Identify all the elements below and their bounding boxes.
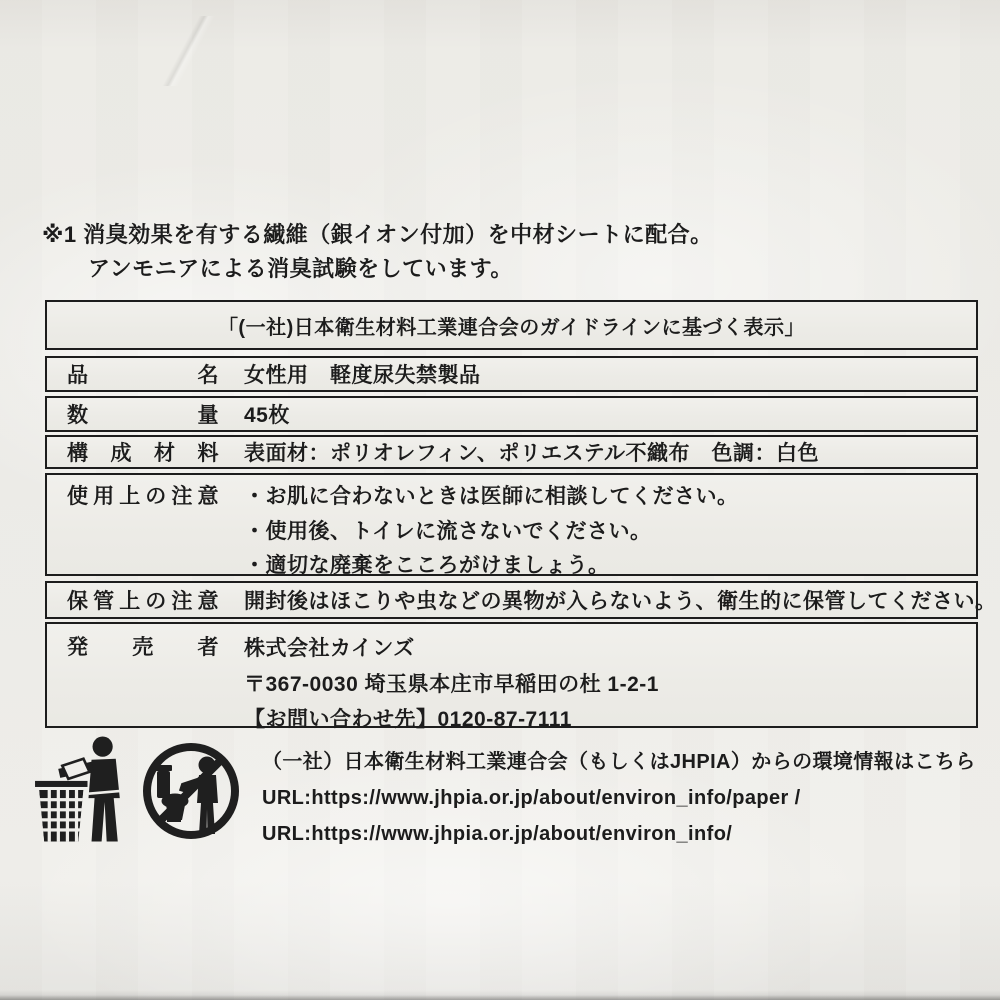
usage-caution-list <box>244 480 739 584</box>
seller-address: 〒367-0030 埼玉県本庄市早稲田の杜 1-2-1 <box>244 672 659 696</box>
package-wrinkle <box>138 16 234 86</box>
footnote-line-1: ※1 消臭効果を有する繊維（銀イオン付加）を中材シートに配合。 <box>42 222 713 247</box>
row-label-usage-cautions: 使用上の注意 <box>67 485 219 508</box>
row-value-materials: 表面材：ポリオレフィン、ポリエステル不織布 色調：白色 <box>244 442 820 465</box>
table-row-seller <box>45 622 978 731</box>
usage-caution-item: ・使用後、トイレに流さないでください。 <box>244 519 652 543</box>
table-title-row <box>45 300 978 350</box>
do-not-flush-icon <box>141 741 241 841</box>
table-row-storage-caution <box>45 581 997 619</box>
row-label-materials: 構成材料 <box>67 442 219 465</box>
row-value-quantity: 45枚 <box>244 404 290 427</box>
table-row-product-name <box>45 356 978 392</box>
environment-url-general: URL:https://www.jhpia.or.jp/about/environ_info/ <box>262 823 733 845</box>
row-label-product-name: 品名 <box>67 364 219 387</box>
row-label-storage-caution: 保管上の注意 <box>67 590 219 613</box>
jhpia-guideline-table <box>45 300 997 731</box>
footnote-line-2: アンモニアによる消臭試験をしています。 <box>88 256 513 281</box>
seller-contact-phone: 【お問い合わせ先】0120-87-7111 <box>244 708 572 731</box>
environment-info-line: （一社）日本衛生材料工業連合会（もしくはJHPIA）からの環境情報はこちら <box>262 751 976 773</box>
usage-caution-item: ・お肌に合わないときは医師に相談してください。 <box>244 485 739 508</box>
row-value-storage-caution: 開封後はほこりや虫などの異物が入らないよう、衛生的に保管してください。 <box>244 590 997 613</box>
row-label-seller: 発売者 <box>67 636 219 659</box>
usage-caution-item: ・適切な廃棄をこころがけましょう。 <box>244 554 610 577</box>
seller-details <box>244 631 659 738</box>
dispose-in-bin-icon <box>31 735 145 845</box>
environment-info <box>262 744 976 852</box>
row-label-quantity: 数量 <box>67 404 219 427</box>
seller-company: 株式会社カインズ <box>244 637 415 660</box>
table-title: 「(一社)日本衛生材料工業連合会のガイドラインに基づく表示」 <box>217 316 806 339</box>
package-edge-shadow <box>0 995 1000 1000</box>
row-value-product-name: 女性用 軽度尿失禁製品 <box>244 364 481 387</box>
environment-url-paper: URL:https://www.jhpia.or.jp/about/environ_info/paper / <box>262 787 801 809</box>
table-row-usage-cautions <box>45 473 978 576</box>
deodorant-footnote <box>42 218 713 286</box>
table-row-materials <box>45 435 978 469</box>
table-row-quantity <box>45 396 978 432</box>
